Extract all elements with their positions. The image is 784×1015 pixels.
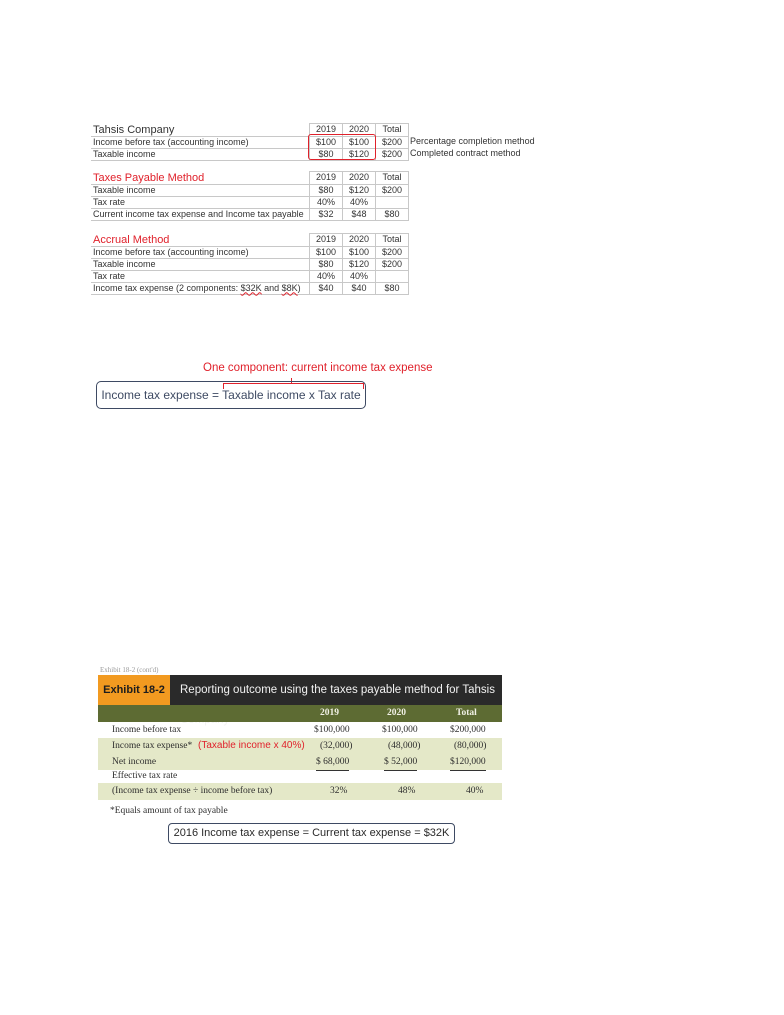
label-part: Income tax expense (2 components: bbox=[93, 282, 241, 293]
cell: $80 bbox=[310, 184, 343, 196]
cell: $48 bbox=[343, 208, 376, 220]
highlight-box bbox=[308, 134, 376, 160]
cell: $120 bbox=[343, 258, 376, 270]
cell: $100,000 bbox=[314, 725, 350, 735]
cell: $200 bbox=[376, 136, 409, 148]
col-header: 2020 bbox=[343, 234, 376, 247]
cell: $200 bbox=[376, 184, 409, 196]
col-header: 2020 bbox=[387, 708, 406, 718]
cell: $80 bbox=[310, 258, 343, 270]
cell: $80 bbox=[376, 282, 409, 294]
row-label: Taxable income bbox=[91, 258, 310, 270]
cell: $200 bbox=[376, 258, 409, 270]
cell: 40% bbox=[466, 786, 484, 796]
cell: $100 bbox=[310, 136, 343, 148]
cell: $40 bbox=[310, 282, 343, 294]
cell: $120 bbox=[343, 148, 376, 160]
cell: 32% bbox=[330, 786, 348, 796]
accrual-table bbox=[91, 233, 409, 295]
cell: $120 bbox=[343, 184, 376, 196]
exhibit-title: Reporting outcome using the taxes payable method for Tahsis bbox=[180, 684, 495, 696]
row-label: Taxable income bbox=[91, 148, 310, 160]
col-header: 2019 bbox=[310, 234, 343, 247]
cell: $ 52,000 bbox=[384, 754, 417, 771]
company-title: Tahsis Company bbox=[91, 124, 310, 137]
exhibit-18-2 bbox=[98, 675, 502, 800]
label-part: $8K bbox=[281, 282, 298, 293]
row-label bbox=[91, 282, 310, 294]
formula-annotation: One component: current income tax expense bbox=[203, 362, 433, 374]
cell: 40% bbox=[343, 196, 376, 208]
row-label: Tax rate bbox=[91, 270, 310, 282]
cell: $200,000 bbox=[450, 725, 486, 735]
table-row bbox=[98, 770, 502, 783]
method-note: Percentage completion method bbox=[410, 136, 535, 146]
row-annotation: (Taxable income x 40%) bbox=[198, 740, 305, 751]
cell: $200 bbox=[376, 148, 409, 160]
cell: 40% bbox=[343, 270, 376, 282]
cell: $40 bbox=[343, 282, 376, 294]
cell: $120,000 bbox=[450, 754, 486, 771]
cell: $80 bbox=[310, 148, 343, 160]
row-label: Effective tax rate bbox=[112, 771, 178, 781]
label-part: ) bbox=[297, 282, 301, 293]
summary-box: 2016 Income tax expense = Current tax expense = $32K bbox=[168, 823, 455, 844]
row-label: Income before tax bbox=[112, 725, 182, 735]
cell bbox=[376, 196, 409, 208]
col-header: Total bbox=[376, 124, 409, 137]
row-label: Income tax expense* bbox=[112, 741, 193, 751]
cell: (48,000) bbox=[388, 738, 420, 755]
row-label: Tax rate bbox=[91, 196, 310, 208]
table-row bbox=[98, 754, 502, 770]
row-label: Net income bbox=[112, 757, 157, 767]
taxes-payable-table bbox=[91, 171, 409, 221]
col-header: Total bbox=[376, 172, 409, 185]
cell: $100,000 bbox=[382, 725, 418, 735]
col-header: 2019 bbox=[320, 708, 339, 718]
row-label: Current income tax expense and Income tax payable bbox=[91, 208, 310, 220]
cell: $200 bbox=[376, 246, 409, 258]
accrual-title: Accrual Method bbox=[91, 234, 310, 247]
cell: $100 bbox=[343, 136, 376, 148]
exhibit-header bbox=[98, 675, 502, 705]
cell: (80,000) bbox=[454, 738, 486, 755]
cell bbox=[376, 270, 409, 282]
col-header: Total bbox=[376, 234, 409, 247]
col-header: 2019 bbox=[310, 172, 343, 185]
exhibit-column-headers bbox=[98, 705, 502, 722]
cell: $ 68,000 bbox=[316, 754, 349, 771]
cell: 48% bbox=[398, 786, 416, 796]
taxes-payable-title: Taxes Payable Method bbox=[91, 172, 310, 185]
row-label: Taxable income bbox=[91, 184, 310, 196]
table-row bbox=[98, 722, 502, 738]
label-part: and bbox=[261, 282, 282, 293]
col-header: 2019 bbox=[310, 124, 343, 137]
cell: 40% bbox=[310, 270, 343, 282]
label-part: $32K bbox=[240, 282, 262, 293]
cell: $100 bbox=[343, 246, 376, 258]
cell: $32 bbox=[310, 208, 343, 220]
exhibit-footnote: *Equals amount of tax payable bbox=[110, 806, 228, 816]
row-label: (Income tax expense ÷ income before tax) bbox=[112, 786, 273, 796]
exhibit-caption-cut: Exhibit 18-2 (cont'd) bbox=[100, 666, 159, 674]
col-header: 2020 bbox=[343, 172, 376, 185]
table-row bbox=[98, 783, 502, 800]
cell: 40% bbox=[310, 196, 343, 208]
cell: (32,000) bbox=[320, 738, 352, 755]
col-header: 2020 bbox=[343, 124, 376, 137]
col-header: Total bbox=[456, 708, 477, 718]
formula-box: Income tax expense = Taxable income x Tax rate bbox=[96, 381, 366, 409]
method-note: Completed contract method bbox=[410, 148, 521, 158]
row-label: Income before tax (accounting income) bbox=[91, 136, 310, 148]
row-label: Income before tax (accounting income) bbox=[91, 246, 310, 258]
cell: $80 bbox=[376, 208, 409, 220]
exhibit-tag: Exhibit 18-2 bbox=[98, 675, 170, 705]
cell: $100 bbox=[310, 246, 343, 258]
table-row bbox=[98, 738, 502, 754]
